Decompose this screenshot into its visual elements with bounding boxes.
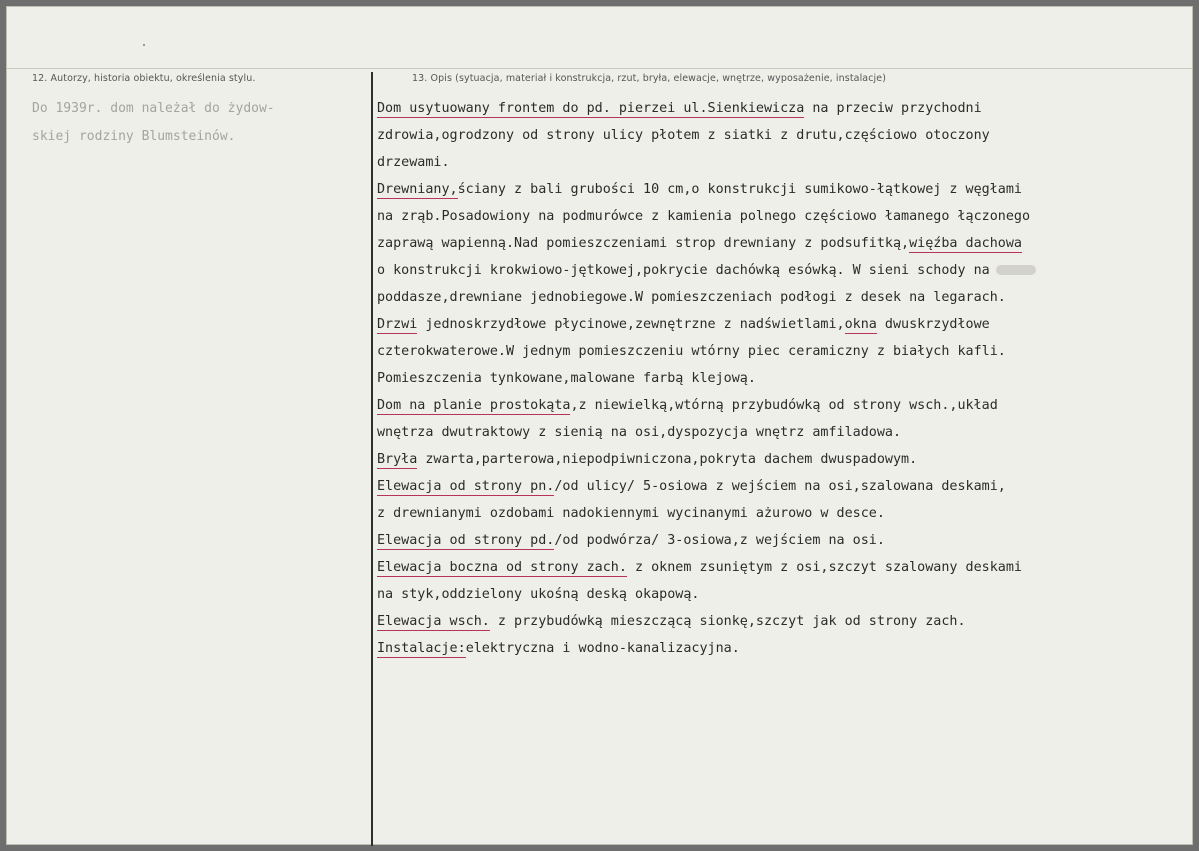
column-divider: [371, 72, 373, 846]
underlined-heading: Elewacja wsch.: [377, 614, 490, 629]
text-line: [377, 230, 1192, 257]
text-run: na przeciw przychodni: [804, 101, 982, 116]
text-line: [377, 311, 1192, 338]
text-line: [377, 95, 1192, 122]
text-line: [377, 446, 1192, 473]
underlined-heading: Dom na planie prostokąta: [377, 398, 571, 413]
underlined-heading: Elewacja od strony pd.: [377, 533, 555, 548]
text-line: Pomieszczenia tynkowane,malowane farbą klejową.: [377, 371, 756, 386]
underlined-heading: Bryła: [377, 452, 418, 467]
text-line: [377, 392, 1192, 419]
text-line: [377, 527, 1192, 554]
text-run: o konstrukcji krokwiowo-jętkowej,pokrycie dachówką esówką. W sieni schody na: [377, 263, 990, 278]
erasure-smudge: [996, 265, 1036, 275]
text-line: wnętrza dwutraktowy z sienią na osi,dyspozycja wnętrz amfiladowa.: [377, 425, 902, 440]
record-card: [6, 6, 1193, 845]
header-divider: [7, 68, 1192, 69]
section-12-header: 12. Autorzy, historia obiektu, określenia stylu.: [32, 73, 256, 84]
history-line: skiej rodziny Blumsteinów.: [32, 129, 236, 144]
underlined-heading: Instalacje:: [377, 641, 466, 656]
text-run: jednoskrzydłowe płycinowe,zewnętrzne z nadświetlami,: [417, 317, 845, 332]
history-notes: [32, 95, 362, 151]
underlined-heading: Drewniany,: [377, 182, 458, 197]
underlined-heading: więźba dachowa: [909, 236, 1022, 251]
text-run: z oknem zsuniętym z osi,szczyt szalowany deskami: [626, 560, 1022, 575]
text-run: zwarta,parterowa,niepodpiwniczona,pokryta dachem dwuspadowym.: [417, 452, 918, 467]
description-text: [377, 95, 1192, 662]
text-run: dwuskrzydłowe: [876, 317, 990, 332]
underlined-heading: Elewacja boczna od strony zach.: [377, 560, 627, 575]
text-line: [377, 257, 1192, 284]
text-line: [377, 176, 1192, 203]
text-line: na zrąb.Posadowiony na podmurówce z kamienia polnego częściowo łamanego łączonego: [377, 209, 1031, 224]
text-line: [377, 635, 1192, 662]
text-line: [377, 473, 1192, 500]
text-run: ,z niewielką,wtórną przybudówką od strony wsch.,układ: [570, 398, 998, 413]
underlined-heading: okna: [844, 317, 877, 332]
text-line: [377, 554, 1192, 581]
text-line: poddasze,drewniane jednobiegowe.W pomieszczeniach podłogi z desek na legarach.: [377, 290, 1006, 305]
text-run: zaprawą wapienną.Nad pomieszczeniami strop drewniany z podsufitką,: [377, 236, 910, 251]
history-line: Do 1939r. dom należał do żydow-: [32, 101, 275, 116]
text-line: drzewami.: [377, 155, 450, 170]
underlined-heading: Elewacja od strony pn.: [377, 479, 555, 494]
text-line: na styk,oddzielony ukośną deską okapową.: [377, 587, 700, 602]
text-line: [377, 608, 1192, 635]
section-13-header: 13. Opis (sytuacja, materiał i konstrukcja, rzut, bryła, elewacje, wnętrze, wyposażenie, instalacje): [412, 73, 887, 84]
ink-dot: [143, 44, 145, 46]
text-line: zdrowia,ogrodzony od strony ulicy płotem z siatki z drutu,częściowo otoczony: [377, 128, 990, 143]
text-run: z przybudówką mieszczącą sionkę,szczyt jak od strony zach.: [489, 614, 966, 629]
text-run: /od ulicy/ 5-osiowa z wejściem na osi,szalowana deskami,: [554, 479, 1006, 494]
underlined-heading: Dom usytuowany frontem do pd. pierzei ul.Sienkiewicza: [377, 101, 805, 116]
text-run: /od podwórza/ 3-osiowa,z wejściem na osi.: [554, 533, 885, 548]
text-run: elektryczna i wodno-kanalizacyjna.: [465, 641, 740, 656]
underlined-heading: Drzwi: [377, 317, 418, 332]
text-line: czterokwaterowe.W jednym pomieszczeniu wtórny piec ceramiczny z białych kafli.: [377, 344, 1006, 359]
text-run: ściany z bali grubości 10 cm,o konstrukcji sumikowo-łątkowej z węgłami: [457, 182, 1022, 197]
text-line: z drewnianymi ozdobami nadokiennymi wycinanymi ażurowo w desce.: [377, 506, 885, 521]
